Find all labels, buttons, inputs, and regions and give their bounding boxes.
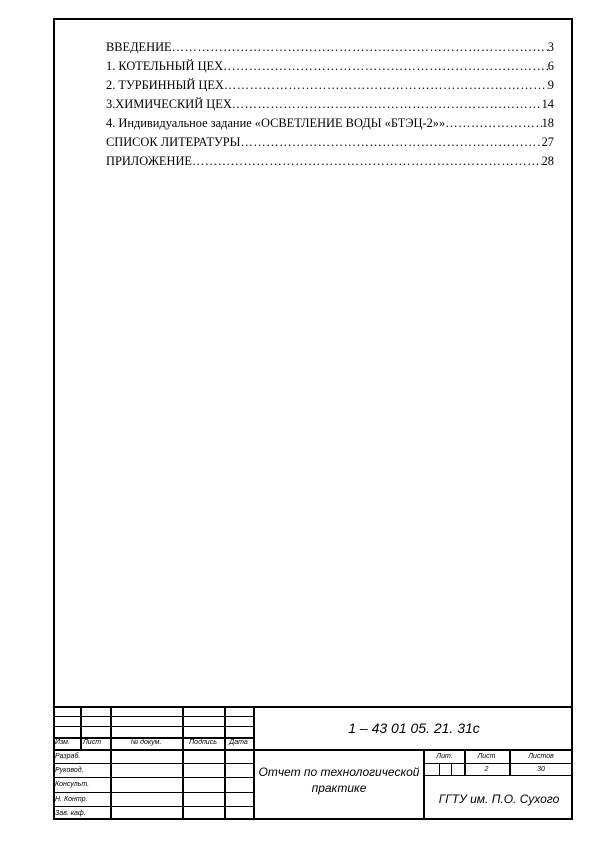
leader-dots xyxy=(240,135,541,150)
stamp-line xyxy=(80,706,82,749)
stamp-line xyxy=(110,706,112,820)
role-rukovod: Руковод. xyxy=(55,767,84,774)
leader-dots xyxy=(445,116,541,131)
stamp-line xyxy=(451,763,452,775)
role-razrab: Разраб. xyxy=(55,753,81,760)
stamp-top-border xyxy=(53,706,573,708)
stamp-line xyxy=(53,749,573,751)
toc-item-turbine-shop: 2. ТУРБИННЫЙ ЦЕХ …………………………………………………………………………………………………………… 9 xyxy=(106,78,554,97)
col-doc-label: № докум. xyxy=(130,739,162,746)
sheet-label: Лист xyxy=(477,753,496,760)
toc-item-boiler-shop: 1. КОТЕЛЬНЫЙ ЦЕХ …………………………………………………………………………………………………………… 6 xyxy=(106,59,554,78)
role-konsult: Консульт. xyxy=(55,781,90,788)
table-of-contents xyxy=(106,40,554,173)
stamp-line xyxy=(182,706,184,820)
stamp-line xyxy=(425,763,573,764)
title-block xyxy=(53,706,573,820)
report-title: Отчет по технологической практике xyxy=(258,765,420,795)
leader-dots xyxy=(224,78,548,93)
role-zavkaf: Зав. каф. xyxy=(55,810,86,817)
stamp-line xyxy=(425,775,573,776)
role-nkontr: Н. Контр. xyxy=(55,796,88,803)
leader-dots xyxy=(232,97,542,112)
col-date-label: Дата xyxy=(229,739,248,746)
sheets-value: 30 xyxy=(537,766,545,773)
leader-dots xyxy=(172,40,548,55)
toc-item-references: СПИСОК ЛИТЕРАТУРЫ …………………………………………………………………………………………………………… 27 xyxy=(106,135,554,154)
stamp-line xyxy=(224,706,226,820)
col-izm-label: Изм. xyxy=(55,739,70,746)
organization-name: ГГТУ им. П.О. Сухого xyxy=(438,792,560,806)
toc-item-chemical-shop: 3.ХИМИЧЕСКИЙ ЦЕХ …………………………………………………………………………………………………………… 14 xyxy=(106,97,554,116)
leader-dots xyxy=(192,154,542,169)
toc-item-appendix: ПРИЛОЖЕНИЕ …………………………………………………………………………………………………………… 28 xyxy=(106,154,554,173)
stamp-line xyxy=(439,763,440,775)
toc-item-introduction: ВВЕДЕНИЕ …………………………………………………………………………………………………………… 3 xyxy=(106,40,554,59)
leader-dots xyxy=(223,59,548,74)
sheets-label: Листов xyxy=(528,753,554,760)
lit-label: Лит. xyxy=(436,753,453,760)
document-number: 1 – 43 01 05. 21. 31с xyxy=(348,720,480,736)
toc-item-individual-task: 4. Индивидуальное задание «ОСВЕТЛЕНИЕ ВОДЫ «БТЭЦ-2»» …………………………………………………………………………………………………………… 18 xyxy=(106,116,554,135)
sheet-value: 2 xyxy=(484,766,489,773)
col-list-label: Лист xyxy=(83,739,102,746)
col-sign-label: Подпись xyxy=(189,739,217,746)
